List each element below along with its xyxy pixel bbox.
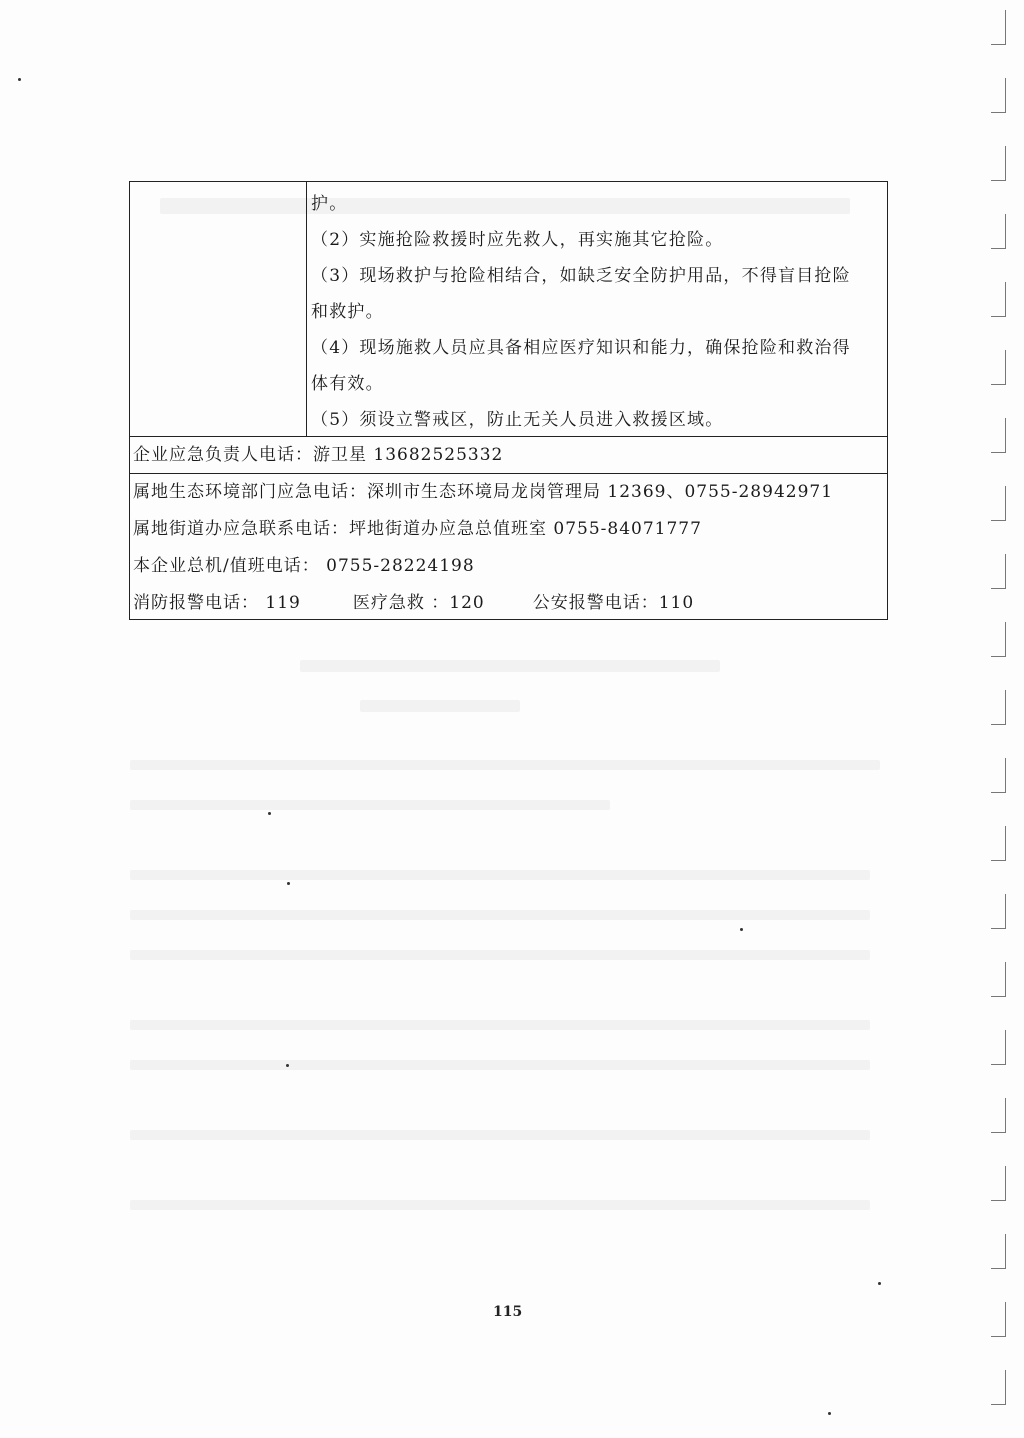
binding-strip	[984, 0, 1006, 1438]
procedure-line: （4）现场施救人员应具备相应医疗知识和能力，确保抢险和救治得	[311, 338, 851, 358]
binding-mark	[991, 1166, 1006, 1201]
street-office-contact: 属地街道办应急联系电话：坪地街道办应急总值班室 0755-84071777	[133, 519, 702, 539]
scan-speck	[268, 812, 271, 815]
enterprise-head-contact: 企业应急负责人电话：游卫星 13682525332	[130, 437, 887, 474]
bleed-through-texture	[300, 660, 720, 672]
emergency-table	[129, 181, 888, 620]
emergency-numbers-row	[133, 585, 887, 622]
binding-mark	[991, 486, 1006, 521]
binding-mark	[991, 1098, 1006, 1133]
binding-mark	[991, 350, 1006, 385]
bleed-through-texture	[130, 950, 870, 960]
scan-speck	[740, 928, 743, 931]
bleed-through-texture	[130, 760, 880, 770]
binding-mark	[991, 1030, 1006, 1065]
procedure-row	[130, 182, 887, 437]
eco-env-dept-contact: 属地生态环境部门应急电话：深圳市生态环境局龙岗管理局 12369、0755-28942971	[133, 482, 834, 502]
company-switchboard-contact: 本企业总机/值班电话： 0755-28224198	[133, 556, 475, 576]
bleed-through-texture	[360, 700, 520, 712]
bleed-through-texture	[130, 1020, 870, 1030]
binding-mark	[991, 690, 1006, 725]
bleed-through-texture	[130, 800, 610, 810]
procedure-line: （3）现场救护与抢险相结合，如缺乏安全防护用品，不得盲目抢险	[311, 266, 851, 286]
procedure-line: （5）须设立警戒区，防止无关人员进入救援区域。	[311, 410, 724, 430]
binding-mark	[991, 282, 1006, 317]
procedure-line: （2）实施抢险救援时应先救人，再实施其它抢险。	[311, 230, 724, 250]
police-alarm-number: 公安报警电话：110	[532, 593, 695, 613]
bleed-through-texture	[130, 910, 870, 920]
binding-mark	[991, 894, 1006, 929]
binding-mark	[991, 10, 1006, 45]
procedure-label-cell	[130, 182, 307, 436]
binding-mark	[991, 1302, 1006, 1337]
binding-mark	[991, 962, 1006, 997]
binding-mark	[991, 1370, 1006, 1405]
binding-mark	[991, 554, 1006, 589]
medical-emergency-number: 医疗急救 ：120	[352, 593, 485, 613]
bleed-through-texture	[130, 870, 870, 880]
bleed-through-texture	[130, 1200, 870, 1210]
scan-speck	[18, 78, 21, 81]
binding-mark	[991, 826, 1006, 861]
scan-speck	[878, 1282, 881, 1285]
procedure-content-cell	[307, 182, 887, 436]
scan-speck	[828, 1412, 831, 1415]
binding-mark	[991, 146, 1006, 181]
binding-mark	[991, 758, 1006, 793]
contacts-block	[130, 474, 887, 622]
binding-mark	[991, 622, 1006, 657]
procedure-line: 体有效。	[311, 374, 384, 394]
page-number: 115	[493, 1304, 523, 1320]
scan-speck	[287, 882, 290, 885]
fire-alarm-number: 消防报警电话： 119	[133, 593, 301, 613]
scan-speck	[286, 1064, 289, 1067]
bleed-through-texture	[130, 1130, 870, 1140]
procedure-line: 护。	[311, 194, 348, 214]
binding-mark	[991, 1234, 1006, 1269]
binding-mark	[991, 78, 1006, 113]
binding-mark	[991, 418, 1006, 453]
bleed-through-texture	[130, 1060, 870, 1070]
binding-mark	[991, 214, 1006, 249]
procedure-line: 和救护。	[311, 302, 384, 322]
